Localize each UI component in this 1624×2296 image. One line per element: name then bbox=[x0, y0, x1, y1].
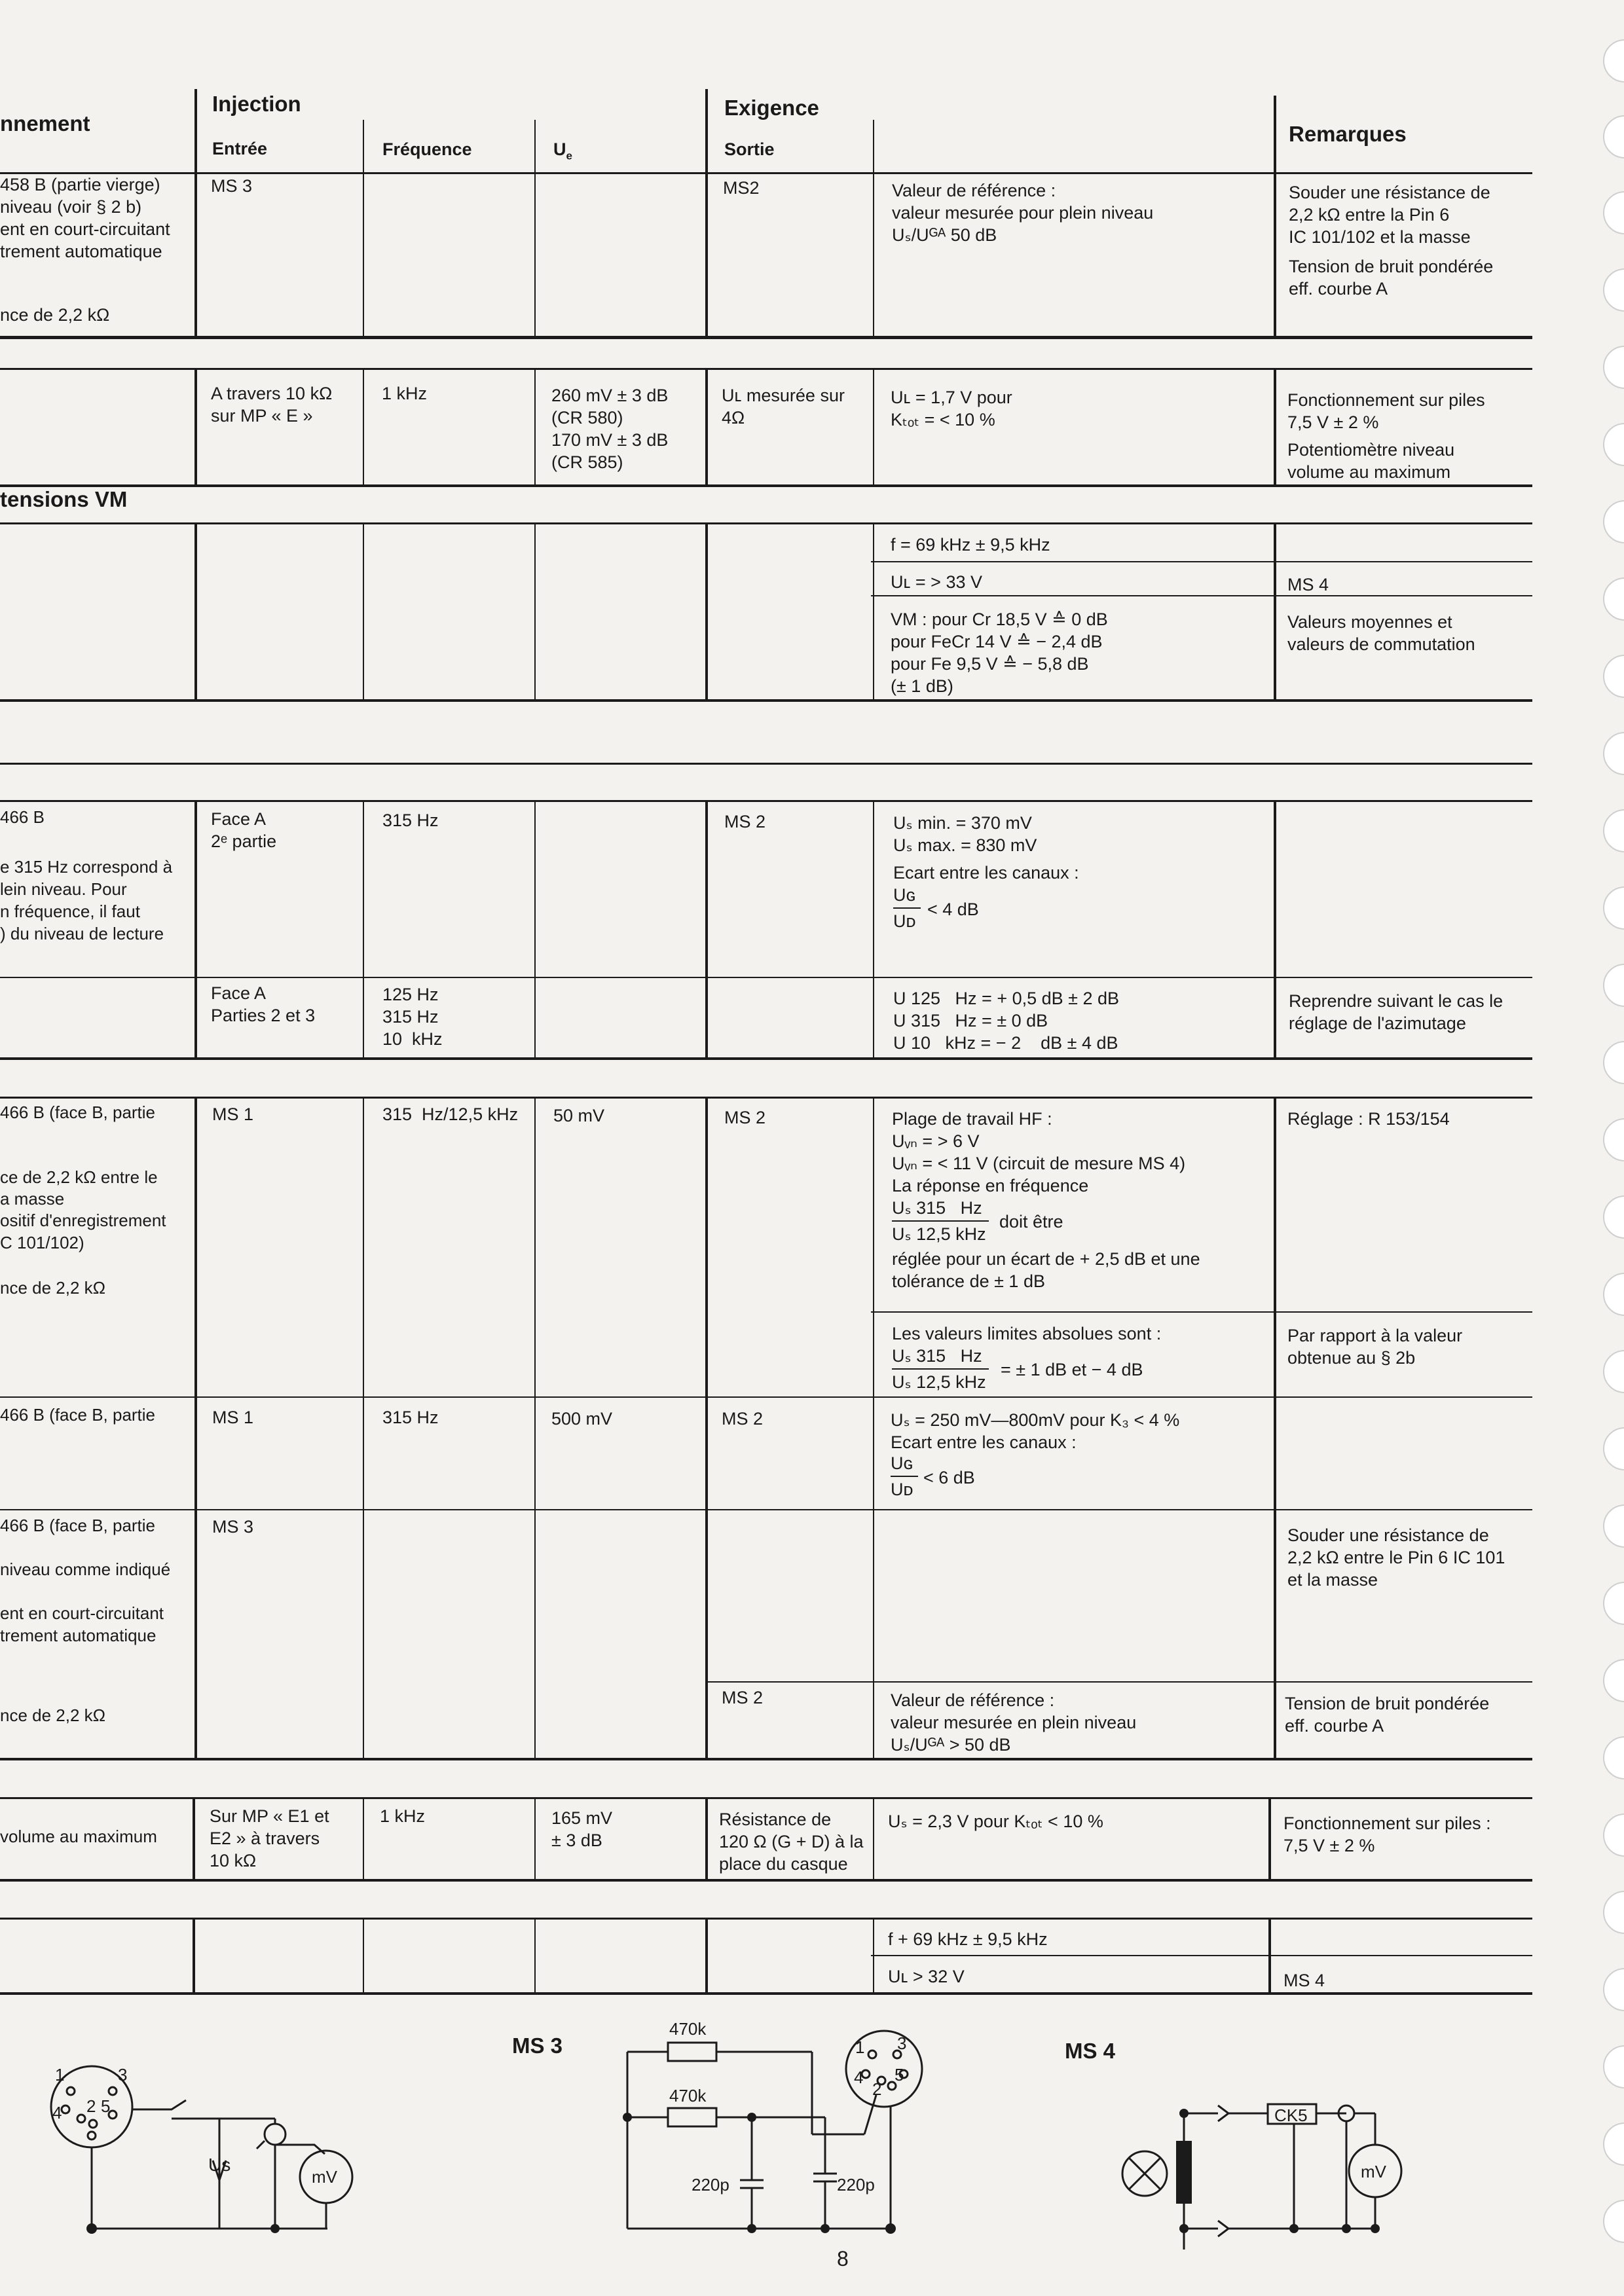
binder-hole bbox=[1603, 2200, 1624, 2243]
row1-col1-2: ent en court-circuitant bbox=[0, 219, 170, 239]
column-rule bbox=[194, 522, 197, 700]
header-remarques: Remarques bbox=[1289, 122, 1407, 146]
row4-col1-5: ) du niveau de lecture bbox=[0, 924, 164, 943]
din-pin-label: 5 bbox=[895, 2065, 904, 2085]
column-rule bbox=[363, 1918, 364, 1994]
column-rule bbox=[1274, 1097, 1276, 1758]
binder-hole bbox=[1603, 1968, 1624, 2011]
column-rule bbox=[363, 368, 364, 485]
rule bbox=[0, 484, 1532, 487]
row6-frac2-den: Uₛ 12,5 kHz bbox=[892, 1372, 986, 1392]
row9-sortie-0: Résistance de bbox=[719, 1810, 832, 1829]
row4-frac-tail: < 4 dB bbox=[927, 900, 979, 919]
rule bbox=[707, 1681, 1532, 1683]
row3-exig2: Uʟ = > 33 V bbox=[891, 572, 982, 592]
binder-hole bbox=[1603, 191, 1624, 234]
column-rule bbox=[1274, 96, 1276, 337]
row1-exig-2: Uₛ/Uᴳᴬ 50 dB bbox=[892, 225, 997, 245]
row8-exig2-0: Valeur de référence : bbox=[891, 1690, 1055, 1710]
row6-col1-3: a masse bbox=[0, 1189, 65, 1209]
row2-rem-1: 7,5 V ± 2 % bbox=[1287, 412, 1379, 432]
row6-sortie: MS 2 bbox=[724, 1108, 766, 1127]
row4-fraction bbox=[893, 884, 926, 936]
row5-exig-0: U 125 Hz = + 0,5 dB ± 2 dB bbox=[893, 989, 1120, 1008]
row6-frac-tail: doit être bbox=[999, 1212, 1063, 1231]
row2-rem-0: Fonctionnement sur piles bbox=[1287, 390, 1485, 410]
column-rule bbox=[705, 800, 708, 1058]
row8-rem2-1: eff. courbe A bbox=[1285, 1716, 1384, 1736]
column-rule bbox=[363, 522, 364, 700]
column-rule bbox=[705, 368, 708, 485]
binder-hole bbox=[1603, 886, 1624, 930]
row4-col1-4: n fréquence, il faut bbox=[0, 902, 140, 921]
row2-ue-2: 170 mV ± 3 dB bbox=[551, 430, 669, 450]
binder-hole bbox=[1603, 346, 1624, 389]
row1-col1-0: 458 B (partie vierge) bbox=[0, 175, 160, 194]
row10-exig1: f + 69 kHz ± 9,5 kHz bbox=[888, 1929, 1048, 1949]
row1-rem-2: IC 101/102 et la masse bbox=[1289, 227, 1471, 247]
column-rule bbox=[534, 1797, 536, 1880]
row1-rem2-0: Tension de bruit pondérée bbox=[1289, 257, 1494, 276]
row1-exig-1: valeur mesurée pour plein niveau bbox=[892, 203, 1154, 223]
rule bbox=[0, 1758, 1532, 1760]
row7-entree: MS 1 bbox=[212, 1408, 254, 1427]
row6-frac2-num: Uₛ 315 Hz bbox=[892, 1346, 982, 1366]
r1-label: 470k bbox=[669, 2019, 707, 2039]
column-rule bbox=[363, 800, 364, 1058]
row4-freq: 315 Hz bbox=[382, 811, 439, 830]
row8-exig2-2: Uₛ/Uᴳᴬ > 50 dB bbox=[891, 1735, 1011, 1755]
rule bbox=[0, 1509, 1532, 1510]
binder-hole bbox=[1603, 1041, 1624, 1084]
row7-frac-tail: < 6 dB bbox=[923, 1468, 975, 1487]
row2-exig-0: Uʟ = 1,7 V pour bbox=[891, 388, 1012, 407]
mv2-label: mV bbox=[1361, 2162, 1386, 2181]
ck5-label: CK5 bbox=[1274, 2105, 1308, 2125]
row9-ue-0: 165 mV bbox=[551, 1808, 613, 1828]
binder-holes bbox=[1585, 0, 1624, 2296]
row4-frac-num: Uɢ bbox=[893, 885, 916, 905]
column-rule bbox=[194, 800, 197, 1058]
row1-col1-3: trement automatique bbox=[0, 242, 162, 261]
row2-sortie-1: 4Ω bbox=[722, 408, 745, 428]
column-rule bbox=[534, 120, 536, 337]
row6-col1-2: ce de 2,2 kΩ entre le bbox=[0, 1167, 158, 1187]
rule bbox=[0, 522, 1532, 524]
binder-hole bbox=[1603, 1273, 1624, 1316]
binder-hole bbox=[1603, 268, 1624, 312]
row9-rem-0: Fonctionnement sur piles : bbox=[1283, 1813, 1491, 1833]
din-pin-label: 2 bbox=[86, 2096, 96, 2116]
row6-ue: 50 mV bbox=[553, 1106, 605, 1125]
column-rule bbox=[1274, 522, 1276, 700]
column-rule bbox=[705, 89, 708, 337]
row6-exig-b-0: réglée pour un écart de + 2,5 dB et une bbox=[892, 1249, 1200, 1269]
rule bbox=[871, 1311, 1532, 1313]
column-rule bbox=[873, 368, 874, 485]
row2-exig-1: Kₜₒₜ = < 10 % bbox=[891, 410, 995, 429]
row5-entree-0: Face A bbox=[211, 983, 267, 1003]
row6-fraction bbox=[892, 1197, 990, 1247]
rule bbox=[0, 800, 1532, 802]
row6-rem: Réglage : R 153/154 bbox=[1287, 1109, 1450, 1129]
rule bbox=[0, 172, 1532, 174]
binder-hole bbox=[1603, 1195, 1624, 1239]
row2-entree-0: A travers 10 kΩ bbox=[211, 384, 333, 403]
column-rule bbox=[705, 1918, 708, 1994]
row1-rem2-1: eff. courbe A bbox=[1289, 279, 1388, 299]
din-pin-label: 3 bbox=[118, 2065, 128, 2085]
rule bbox=[0, 1879, 1532, 1882]
row1-rem-0: Souder une résistance de bbox=[1289, 183, 1490, 202]
row5-exig-1: U 315 Hz = ± 0 dB bbox=[893, 1011, 1048, 1030]
binder-hole bbox=[1603, 500, 1624, 543]
column-rule bbox=[193, 1797, 195, 1880]
rule bbox=[0, 1396, 1532, 1398]
row9-sortie-2: place du casque bbox=[719, 1854, 848, 1874]
row3-exig1: f = 69 kHz ± 9,5 kHz bbox=[891, 535, 1050, 555]
row7-frac-den: Uᴅ bbox=[891, 1480, 913, 1499]
row8-rem-1: 2,2 kΩ entre le Pin 6 IC 101 bbox=[1287, 1548, 1505, 1567]
column-rule bbox=[534, 522, 536, 700]
column-rule bbox=[1268, 1797, 1271, 1880]
page-number: 8 bbox=[837, 2247, 849, 2270]
c1-label: 220p bbox=[692, 2175, 729, 2195]
row6-entree: MS 1 bbox=[212, 1104, 254, 1124]
header-frequence: Fréquence bbox=[382, 139, 472, 159]
row8-rem2-0: Tension de bruit pondérée bbox=[1285, 1694, 1490, 1713]
row5-rem-0: Reprendre suivant le cas le bbox=[1289, 991, 1504, 1011]
row8-col1-2: niveau comme indiqué bbox=[0, 1559, 171, 1579]
header-injection: Injection bbox=[212, 92, 301, 116]
rule bbox=[0, 1057, 1532, 1060]
row8-col1-4: ent en court-circuitant bbox=[0, 1603, 164, 1623]
din-pin-label: 3 bbox=[897, 2033, 907, 2053]
ms4-label: MS 4 bbox=[1065, 2039, 1116, 2063]
row3-rem2: MS 4 bbox=[1287, 575, 1329, 594]
row3-exig3-2: pour Fe 9,5 V ≙ − 5,8 dB bbox=[891, 654, 1089, 674]
row6-frac-num: Uₛ 315 Hz bbox=[892, 1198, 982, 1218]
rule bbox=[0, 1797, 1532, 1799]
column-rule bbox=[194, 368, 197, 485]
row1-sortie: MS2 bbox=[723, 178, 760, 198]
row7-freq: 315 Hz bbox=[382, 1408, 439, 1427]
column-rule bbox=[873, 522, 874, 700]
row6-exig-1: Uᵥₙ = > 6 V bbox=[892, 1131, 980, 1151]
binder-hole bbox=[1603, 1118, 1624, 1161]
mv-label: mV bbox=[312, 2167, 337, 2187]
binder-hole bbox=[1603, 1504, 1624, 1548]
fraction-bar bbox=[893, 907, 921, 909]
row8-exig2-1: valeur mesurée en plein niveau bbox=[891, 1713, 1137, 1732]
us-label: Us bbox=[208, 2155, 231, 2175]
row4-frac-den: Uᴅ bbox=[893, 911, 916, 931]
binder-hole bbox=[1603, 39, 1624, 82]
row4-entree-1: 2ᵉ partie bbox=[211, 831, 277, 851]
ms4-component bbox=[1176, 2141, 1192, 2204]
row6-col1-7: nce de 2,2 kΩ bbox=[0, 1278, 106, 1298]
row2-rem2-0: Potentiomètre niveau bbox=[1287, 440, 1455, 460]
rule bbox=[0, 368, 1532, 370]
row6-fraction2 bbox=[892, 1345, 990, 1394]
column-rule bbox=[873, 800, 874, 1058]
ms4-circuit bbox=[1122, 2104, 1401, 2250]
row6-col1-5: C 101/102) bbox=[0, 1233, 84, 1252]
binder-hole bbox=[1603, 1350, 1624, 1393]
row9-rem-1: 7,5 V ± 2 % bbox=[1283, 1836, 1375, 1855]
r2-label: 470k bbox=[669, 2086, 707, 2105]
column-rule bbox=[534, 800, 536, 1058]
row5-entree-1: Parties 2 et 3 bbox=[211, 1006, 316, 1025]
row4-exig-1: Uₛ max. = 830 mV bbox=[893, 835, 1037, 855]
column-rule bbox=[363, 120, 364, 337]
binder-hole bbox=[1603, 1427, 1624, 1470]
rule bbox=[871, 561, 1532, 562]
row9-entree-0: Sur MP « E1 et bbox=[210, 1806, 329, 1826]
row7-ue: 500 mV bbox=[551, 1409, 613, 1429]
row4-exig-0: Uₛ min. = 370 mV bbox=[893, 813, 1032, 833]
binder-hole bbox=[1603, 655, 1624, 698]
rule bbox=[0, 1918, 1532, 1920]
binder-hole bbox=[1603, 577, 1624, 621]
column-rule bbox=[873, 120, 874, 337]
row2-rem2-1: volume au maximum bbox=[1287, 462, 1451, 482]
ms3-circuit bbox=[627, 2031, 922, 2229]
fraction-bar bbox=[892, 1220, 989, 1222]
column-rule bbox=[363, 1097, 364, 1758]
rule bbox=[0, 977, 1532, 978]
row7-fraction bbox=[891, 1452, 923, 1504]
column-rule bbox=[705, 1097, 708, 1758]
row8-rem-2: et la masse bbox=[1287, 1570, 1378, 1590]
binder-hole bbox=[1603, 423, 1624, 466]
rule bbox=[0, 763, 1532, 765]
binder-hole bbox=[1603, 1736, 1624, 1779]
left-circuit bbox=[51, 2066, 352, 2229]
row7-exig-0: Uₛ = 250 mV—800mV pour K₃ < 4 % bbox=[891, 1410, 1180, 1430]
header-sortie: Sortie bbox=[724, 139, 775, 159]
row3-exig3-1: pour FeCr 14 V ≙ − 2,4 dB bbox=[891, 632, 1103, 651]
row6-exig-3: La réponse en fréquence bbox=[892, 1176, 1089, 1195]
row4-exig-2: Ecart entre les canaux : bbox=[893, 863, 1079, 883]
binder-hole bbox=[1603, 809, 1624, 852]
row3-exig3-0: VM : pour Cr 18,5 V ≙ 0 dB bbox=[891, 610, 1108, 629]
row4-col1-0: 466 B bbox=[0, 807, 45, 827]
row9-col1: volume au maximum bbox=[0, 1827, 157, 1846]
row1-col1-5: nce de 2,2 kΩ bbox=[0, 305, 110, 325]
rule bbox=[871, 595, 1532, 596]
row9-entree-2: 10 kΩ bbox=[210, 1851, 257, 1870]
row9-entree-1: E2 » à travers bbox=[210, 1829, 320, 1848]
row3-rem3-0: Valeurs moyennes et bbox=[1287, 612, 1452, 632]
rule bbox=[0, 1097, 1532, 1099]
row6-rem2-0: Par rapport à la valeur bbox=[1287, 1326, 1463, 1345]
din-pin-label: 1 bbox=[55, 2065, 65, 2085]
row7-exig-1: Ecart entre les canaux : bbox=[891, 1432, 1077, 1452]
din-pin-label: 4 bbox=[52, 2103, 62, 2123]
row5-freq-0: 125 Hz bbox=[382, 985, 439, 1004]
binder-hole bbox=[1603, 732, 1624, 775]
row6-freq: 315 Hz/12,5 kHz bbox=[382, 1104, 519, 1124]
row5-freq-2: 10 kHz bbox=[382, 1029, 443, 1049]
row4-entree-0: Face A bbox=[211, 809, 267, 829]
column-rule bbox=[363, 1797, 364, 1880]
column-rule bbox=[1274, 800, 1276, 1058]
header-entree: Entrée bbox=[212, 139, 268, 158]
row4-sortie: MS 2 bbox=[724, 812, 766, 831]
row1-exig-0: Valeur de référence : bbox=[892, 181, 1056, 200]
binder-hole bbox=[1603, 1891, 1624, 1934]
column-rule bbox=[1268, 1918, 1271, 1994]
row9-ue-1: ± 3 dB bbox=[551, 1831, 602, 1850]
binder-hole bbox=[1603, 1659, 1624, 1702]
row6-exig-b-1: tolérance de ± 1 dB bbox=[892, 1271, 1045, 1291]
din-pin-label: 4 bbox=[854, 2068, 864, 2087]
row5-exig-2: U 10 kHz = − 2 dB ± 4 dB bbox=[893, 1033, 1118, 1053]
row2-ue-0: 260 mV ± 3 dB bbox=[551, 386, 669, 405]
row9-freq: 1 kHz bbox=[380, 1806, 426, 1826]
column-rule bbox=[1274, 368, 1276, 485]
binder-hole bbox=[1603, 964, 1624, 1007]
din-pin-label: 2 bbox=[872, 2079, 882, 2099]
row3-rem3-1: valeurs de commutation bbox=[1287, 634, 1475, 654]
column-rule bbox=[534, 1918, 536, 1994]
row6-frac2-tail: = ± 1 dB et − 4 dB bbox=[1001, 1360, 1143, 1379]
column-rule bbox=[873, 1918, 874, 1994]
header-exigence: Exigence bbox=[724, 96, 819, 120]
din-pin-label: 5 bbox=[101, 2096, 111, 2116]
binder-hole bbox=[1603, 2123, 1624, 2166]
row2-ue-1: (CR 580) bbox=[551, 408, 623, 428]
row5-rem-1: réglage de l'azimutage bbox=[1289, 1013, 1466, 1033]
row10-exig2: Uʟ > 32 V bbox=[888, 1967, 965, 1986]
column-rule bbox=[193, 1918, 195, 1994]
ms3-label: MS 3 bbox=[512, 2033, 563, 2058]
row2-entree-1: sur MP « E » bbox=[211, 406, 313, 426]
row6-col1-4: ositif d'enregistrement bbox=[0, 1211, 166, 1230]
binder-hole bbox=[1603, 1813, 1624, 1857]
row6-exig2: Les valeurs limites absolues sont : bbox=[892, 1324, 1162, 1343]
rule bbox=[0, 336, 1532, 339]
header-col1: nnement bbox=[0, 111, 90, 136]
c2-label: 220p bbox=[837, 2175, 875, 2195]
column-rule bbox=[705, 1797, 708, 1880]
circuit-diagrams bbox=[0, 2003, 1532, 2265]
row8-rem-0: Souder une résistance de bbox=[1287, 1525, 1489, 1545]
row4-col1-2: e 315 Hz correspond à bbox=[0, 857, 173, 877]
fraction-bar bbox=[892, 1368, 989, 1370]
din-pin-label: 1 bbox=[855, 2037, 865, 2057]
row7-col1: 466 B (face B, partie bbox=[0, 1405, 156, 1425]
column-rule bbox=[534, 368, 536, 485]
column-rule bbox=[705, 522, 708, 700]
row7-frac-num: Uɢ bbox=[891, 1453, 913, 1473]
rule bbox=[871, 1955, 1532, 1956]
row1-col1-1: niveau (voir § 2 b) bbox=[0, 197, 142, 217]
row7-sortie: MS 2 bbox=[722, 1409, 764, 1429]
row2-sortie-0: Uʟ mesurée sur bbox=[722, 386, 845, 405]
row8-entree: MS 3 bbox=[212, 1517, 254, 1537]
row1-rem-1: 2,2 kΩ entre la Pin 6 bbox=[1289, 205, 1450, 225]
row8-col1-5: trement automatique bbox=[0, 1626, 157, 1645]
binder-hole bbox=[1603, 115, 1624, 158]
row8-col1-9: nce de 2,2 kΩ bbox=[0, 1705, 106, 1725]
row8-sortie2: MS 2 bbox=[722, 1688, 764, 1707]
binder-hole bbox=[1603, 1582, 1624, 1625]
section-vm-title: tensions VM bbox=[0, 487, 128, 511]
row9-exig: Uₛ = 2,3 V pour Kₜₒₜ < 10 % bbox=[888, 1812, 1103, 1831]
row8-col1-0: 466 B (face B, partie bbox=[0, 1516, 156, 1535]
row6-exig-2: Uᵥₙ = < 11 V (circuit de mesure MS 4) bbox=[892, 1154, 1186, 1173]
row3-exig3-3: (± 1 dB) bbox=[891, 676, 953, 696]
row2-freq: 1 kHz bbox=[382, 384, 428, 403]
row2-ue-3: (CR 585) bbox=[551, 452, 623, 472]
header-ue: $U_e$ bbox=[553, 139, 572, 162]
rule bbox=[0, 1992, 1532, 1995]
column-rule bbox=[873, 1097, 874, 1758]
row4-col1-3: lein niveau. Pour bbox=[0, 879, 127, 899]
rule bbox=[0, 699, 1532, 702]
column-rule bbox=[534, 1097, 536, 1758]
row1-entree: MS 3 bbox=[211, 176, 253, 196]
row9-sortie-1: 120 Ω (G + D) à la bbox=[719, 1832, 864, 1851]
fraction-bar bbox=[891, 1476, 918, 1477]
row6-frac-den: Uₛ 12,5 kHz bbox=[892, 1224, 986, 1244]
row10-rem2: MS 4 bbox=[1283, 1971, 1325, 1990]
row6-exig-0: Plage de travail HF : bbox=[892, 1109, 1052, 1129]
row5-freq-1: 315 Hz bbox=[382, 1007, 439, 1027]
row6-rem2-1: obtenue au § 2b bbox=[1287, 1348, 1416, 1368]
column-rule bbox=[194, 1097, 197, 1758]
binder-hole bbox=[1603, 2045, 1624, 2088]
column-rule bbox=[873, 1797, 874, 1880]
row6-col1-0: 466 B (face B, partie bbox=[0, 1102, 156, 1122]
column-rule bbox=[194, 89, 197, 337]
